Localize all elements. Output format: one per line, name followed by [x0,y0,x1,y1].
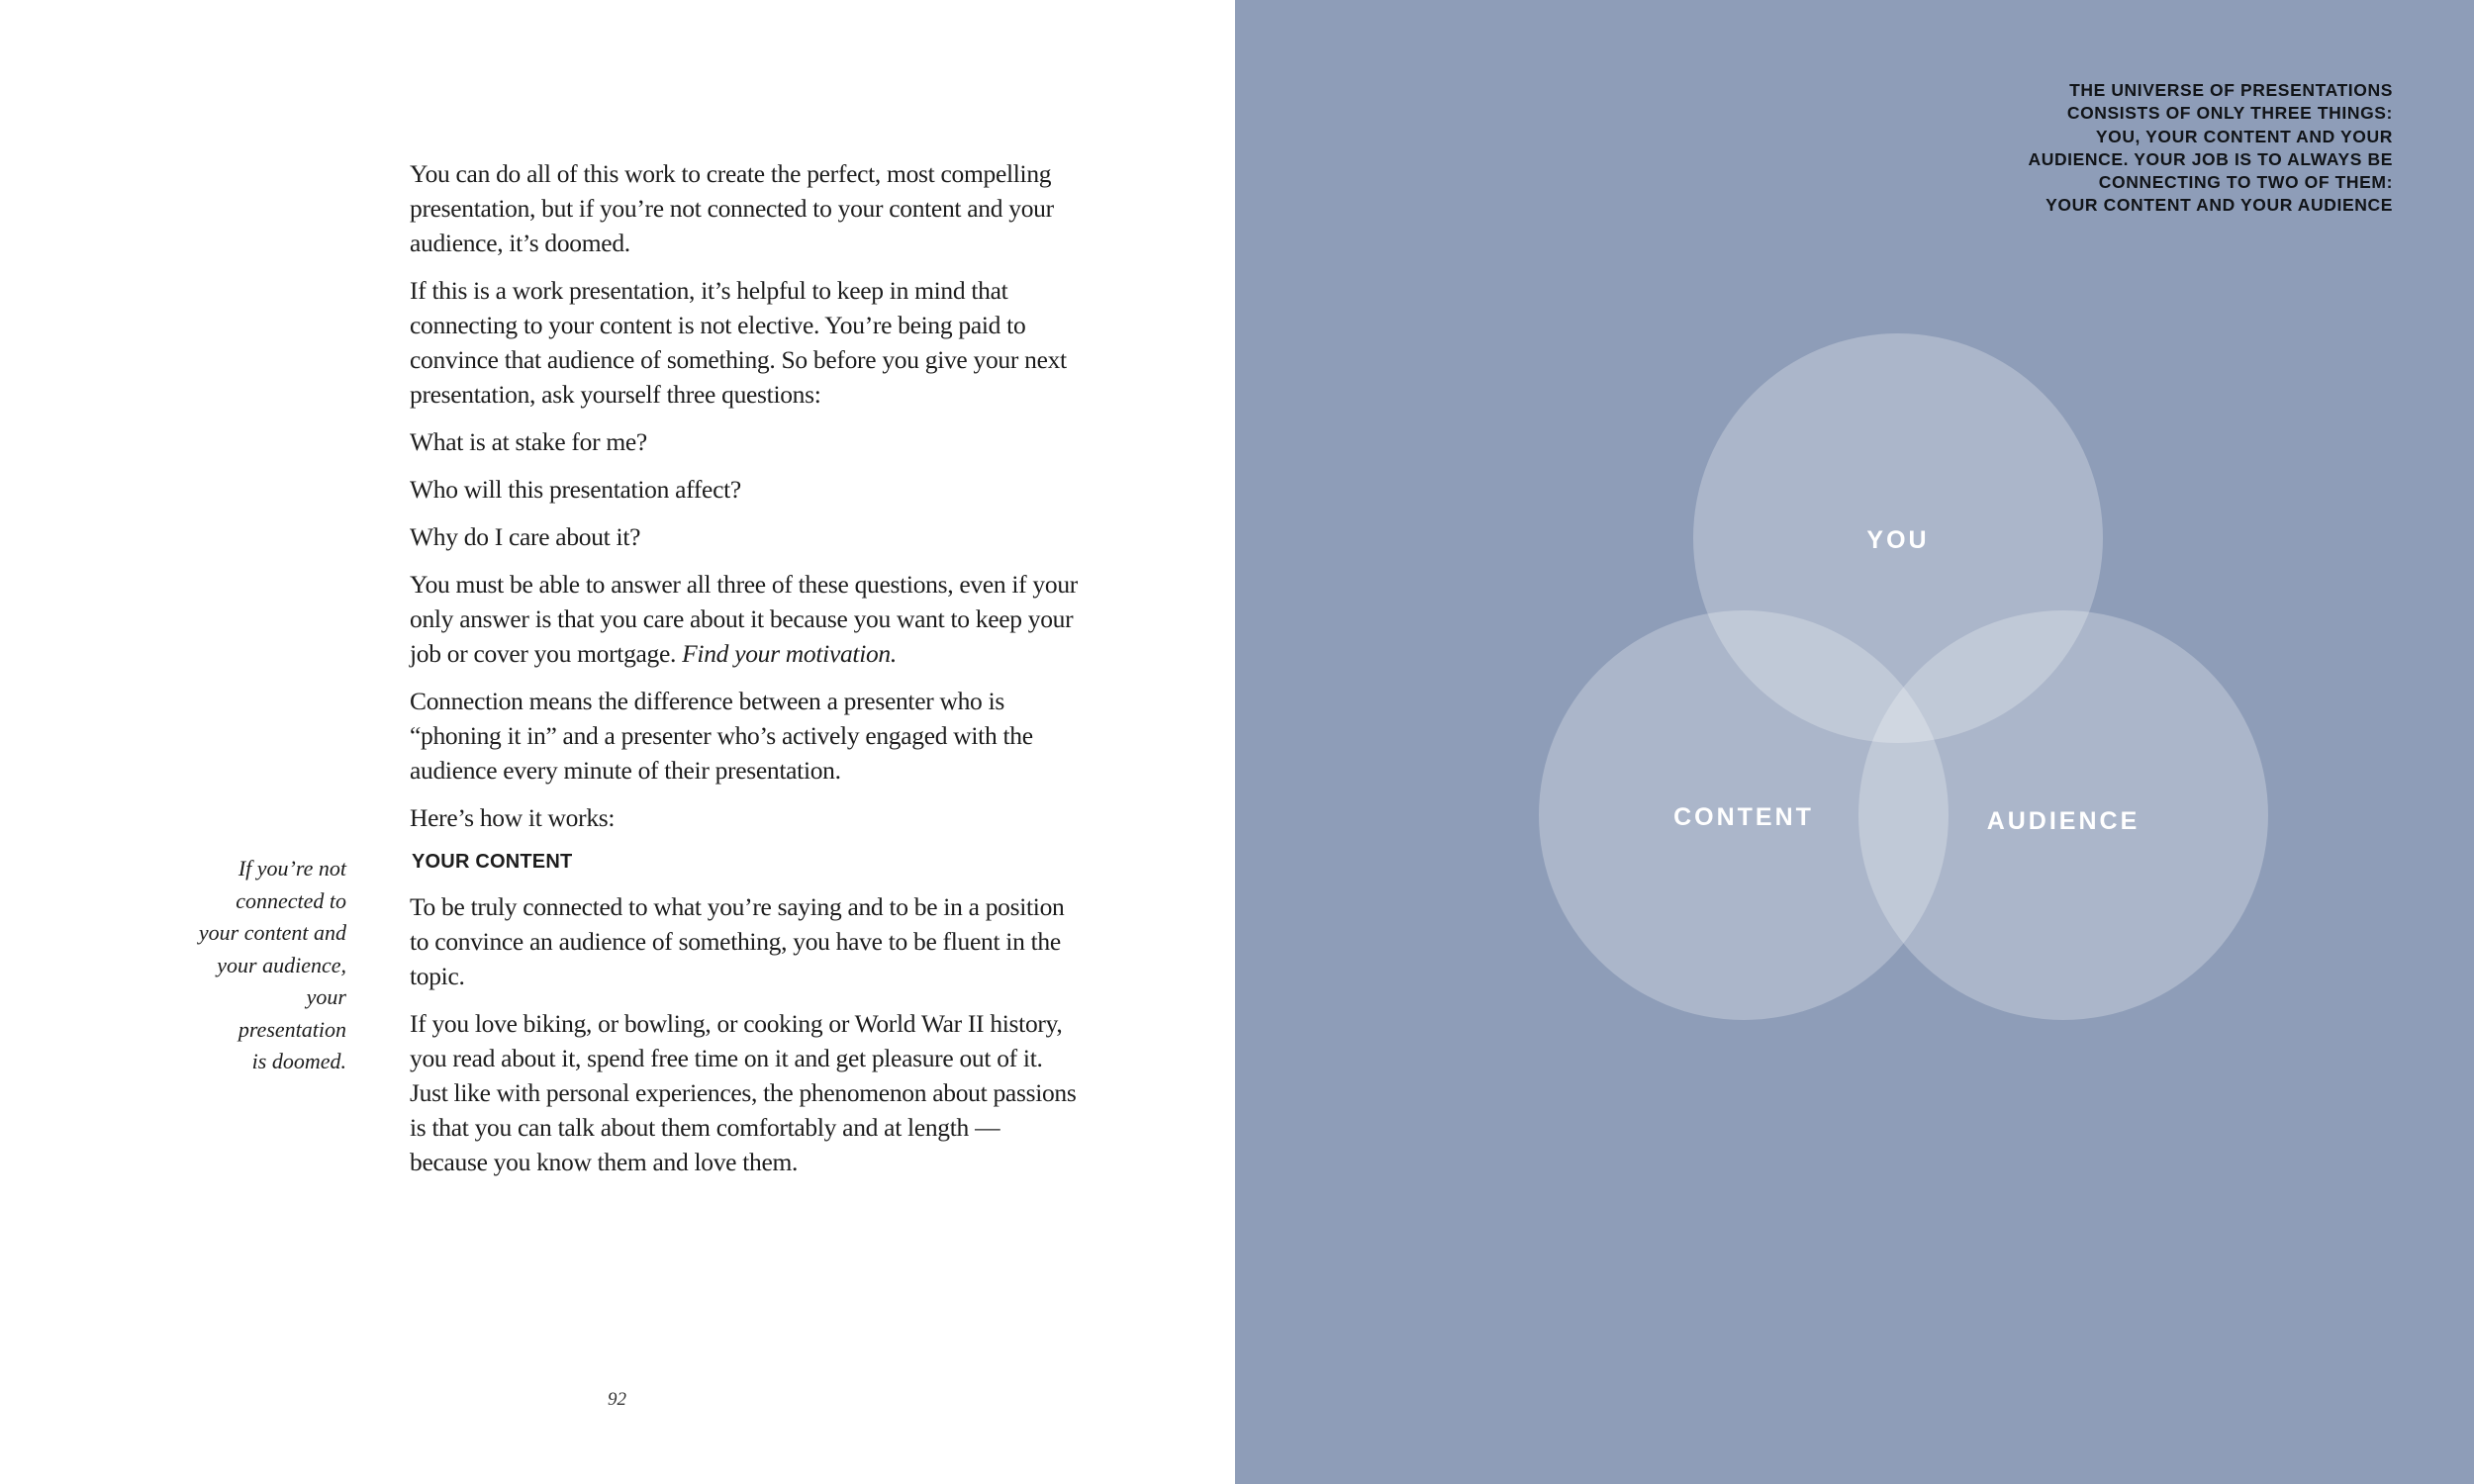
venn-diagram [1482,297,2274,1068]
pull-quote-line: presentation [238,1016,346,1042]
body-text [410,156,1083,1192]
paragraph-motivation [410,567,1083,671]
question-care: Why do I care about it? [410,522,641,551]
caption-line: CONSISTS OF ONLY THREE THINGS: [2066,103,2393,124]
pull-quote-line: If you’re not [238,856,346,881]
caption-line: YOUR CONTENT AND YOUR AUDIENCE [2046,195,2393,216]
paragraph-fluent: To be truly connected to what you’re saying and to be in a position to convince an audience of something, you have to be fluent in the topic. [410,892,1065,990]
motivation-emphasis: Find your motivation. [682,639,897,668]
diagram-caption [1858,79,2393,218]
motivation-text: You must be able to answer all three of these questions, even if your only answer is that you care about it because you want to keep your job or cover you mortgage. [410,570,1078,668]
pull-quote [148,853,346,1078]
paragraph-how-it-works: Here’s how it works: [410,803,616,832]
caption-line: AUDIENCE. YOUR JOB IS TO ALWAYS BE [2028,148,2393,169]
caption-line: THE UNIVERSE OF PRESENTATIONS [2069,80,2393,100]
venn-label-audience: AUDIENCE [1986,807,2141,835]
pull-quote-line: is doomed. [251,1049,346,1073]
paragraph-intro: You can do all of this work to create the perfect, most compelling presentation, but if you’re not connected to your content and your audience, it’s doomed. [410,159,1054,257]
question-affect: Who will this presentation affect? [410,475,741,504]
pull-quote-line: your [306,984,346,1009]
right-page [1235,0,2474,1484]
question-stake: What is at stake for me? [410,427,647,456]
paragraph-passions: If you love biking, or bowling, or cooking or World War II history, you read about it, spend free time on it and get pleasure out of it. Just like with personal experiences, the phenomenon about passions is that you can talk about them comfortably and at length — because you know them and love them. [410,1009,1077,1176]
paragraph-work-presentation: If this is a work presentation, it’s helpful to keep in mind that connecting to your content is not elective. You’re being paid to convince that audience of something. So before you give your next presentation, ask yourself three questions: [410,276,1067,409]
pull-quote-line: your content and [198,920,346,945]
venn-label-you: YOU [1866,526,1930,554]
paragraph-connection: Connection means the difference between a presenter who is “phoning it in” and a presenter who’s actively engaged with the audience every minute of their presentation. [410,687,1033,785]
pull-quote-line: your audience, [217,952,346,977]
venn-label-content: CONTENT [1673,803,1814,831]
caption-line: YOU, YOUR CONTENT AND YOUR [2095,126,2393,146]
caption-line: CONNECTING TO TWO OF THEM: [2098,172,2393,193]
left-page [0,0,1235,1484]
venn-svg [1482,297,2274,1068]
pull-quote-line: connected to [236,887,346,913]
section-heading-your-content: YOUR CONTENT [412,851,573,873]
page-number: 92 [608,1389,626,1410]
